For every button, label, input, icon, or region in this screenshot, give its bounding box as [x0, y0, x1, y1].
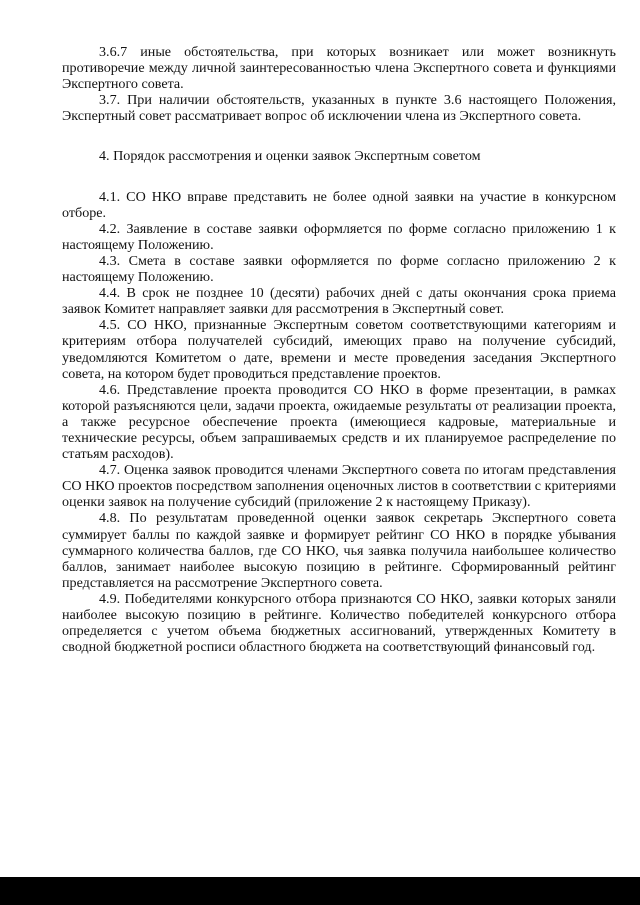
section-heading: 4. Порядок рассмотрения и оценки заявок Экспертным советом — [99, 148, 481, 165]
paragraph-4-8: 4.8. По результатам проведенной оценки заявок секретарь Экспертного совета суммирует баллы по каждой заявке и формирует рейтинг СО НКО в порядке убывания суммарного количества баллов, где СО НКО, чья заявка получила наибольшее количество баллов, занимает наиболее высокую позицию в рейтинге. Сформированный рейтинг представляется на рассмотрение Экспертного совета. — [62, 510, 616, 591]
paragraph-4-9: 4.9. Победителями конкурсного отбора признаются СО НКО, заявки которых заняли наиболее высокую позицию в рейтинге. Количество победителей конкурсного отбора определяется с учетом объема бюджетных ассигнований, утвержденных Комитету в сводной бюджетной росписи областного бюджета на соответствующий финансовый год. — [62, 590, 616, 656]
paragraph-3-7: 3.7. При наличии обстоятельств, указанных в пункте 3.6 настоящего Положения, Экспертный совет рассматривает вопрос об исключении члена из Экспертного совета. — [62, 92, 616, 125]
paragraph-4-7: 4.7. Оценка заявок проводится членами Экспертного совета по итогам представления СО НКО проектов посредством заполнения оценочных листов в соответствии с критериями оценки заявок на получение субсидий (приложение 2 к настоящему Приказу). — [62, 462, 616, 511]
document-page — [62, 44, 616, 655]
paragraph-4-2: 4.2. Заявление в составе заявки оформляется по форме согласно приложению 1 к настоящему Положению. — [62, 220, 616, 253]
paragraph-4-3: 4.3. Смета в составе заявки оформляется по форме согласно приложению 2 к настоящему Положению. — [62, 252, 616, 286]
paragraph-4-1: 4.1. СО НКО вправе представить не более одной заявки на участие в конкурсном отборе. — [62, 188, 616, 221]
scan-bottom-border — [0, 877, 640, 905]
paragraph-4-4: 4.4. В срок не позднее 10 (десяти) рабочих дней с даты окончания срока приема заявок Комитет направляет заявки для рассмотрения в Экспертный совет. — [62, 285, 616, 318]
paragraph-4-6: 4.6. Представление проекта проводится СО НКО в форме презентации, в рамках которой разъясняются цели, задачи проекта, ожидаемые результаты от реализации проекта, а также ресурсное обеспечение проекта (имеющиеся кадровые, материальные и технические ресурсы, объем запрашиваемых средств и их планируемое распределение по статьям расходов). — [62, 381, 616, 463]
paragraph-3-6-7: 3.6.7 иные обстоятельства, при которых возникает или может возникнуть противоречие между личной заинтересованностью члена Экспертного совета и функциями Экспертного совета. — [62, 44, 616, 93]
paragraph-4-5: 4.5. СО НКО, признанные Экспертным советом соответствующими категориям и критериям отбора получателей субсидий, имеющих право на получение субсидий, уведомляются Комитетом о дате, времени и месте проведения заседания Экспертного совета, на котором будет проводиться представление проектов. — [62, 317, 616, 382]
